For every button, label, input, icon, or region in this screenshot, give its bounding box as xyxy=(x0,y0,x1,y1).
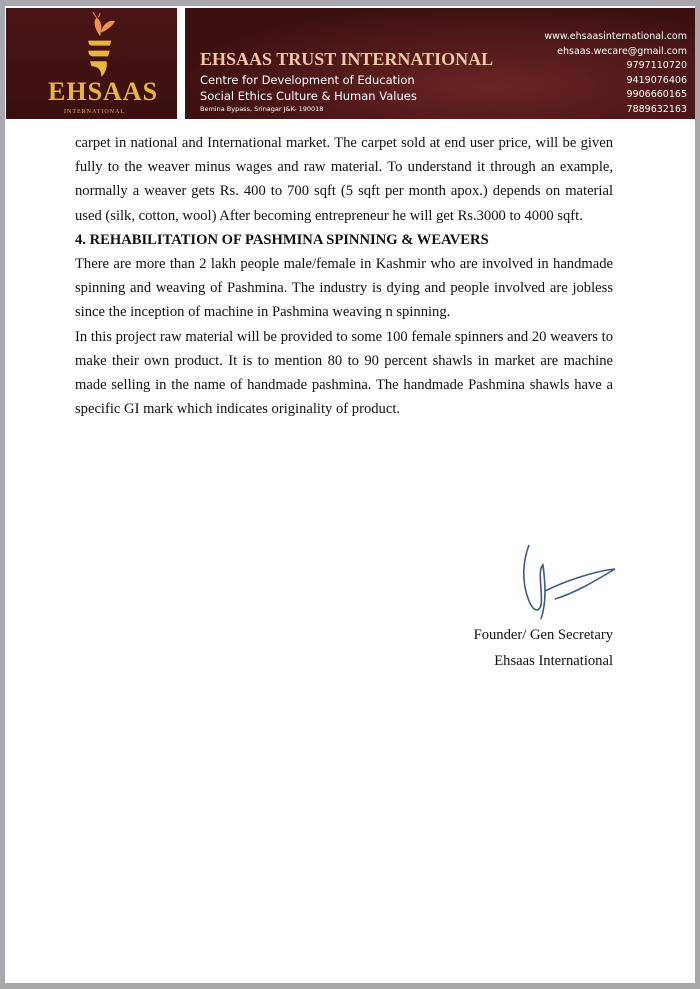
signoff-title: Founder/ Gen Secretary xyxy=(473,627,613,643)
contact-block xyxy=(544,30,687,117)
phone: 7889632163 xyxy=(626,103,687,115)
signoff-org: Ehsaas International xyxy=(494,653,613,669)
flame-emblem-icon xyxy=(82,39,116,77)
letterhead-band xyxy=(185,8,695,119)
phone: 9797110720 xyxy=(626,60,687,71)
paragraph: There are more than 2 lakh people male/female in Kashmir who are involved in handmade spinning and weaving of Pashmina. The industry is dying and people involved are jobless since the inception of machine in Pashmina weaving n spinning. xyxy=(75,256,613,321)
section-heading: 4. REHABILITATION OF PASHMINA SPINNING & WEAVERS xyxy=(75,231,489,248)
signature xyxy=(515,541,625,621)
document-page xyxy=(5,6,695,983)
org-name: EHSAAS TRUST INTERNATIONAL xyxy=(200,49,494,69)
phone: 9419076406 xyxy=(626,74,687,86)
website: www.ehsaasinternational.com xyxy=(544,31,687,42)
logo xyxy=(6,8,177,119)
logo-subtext: INTERNATIONAL xyxy=(64,109,125,115)
paragraph: In this project raw material will be provided to some 100 female spinners and 20 weavers to make their own product. It is to mention 80 to 90 percent shawls in market are machine made selling in the name of handmade pashmina. The handmade Pashmina shawls have a specific GI mark which indicates originality of product. xyxy=(75,328,613,418)
paragraph: carpet in national and International market. The carpet sold at end user price, will be given fully to the weaver minus wages and raw material. To understand it through an example, normally a weaver gets Rs. 400 to 700 sqft (5 sqft per month apox.) depends on material used (silk, cotton, wool) After becoming entrepreneur he will get Rs.3000 to 4000 sqft. xyxy=(75,135,613,224)
email: ehsaas.wecare@gmail.com xyxy=(557,45,687,57)
logo-text: EHSAAS xyxy=(48,77,159,106)
phone: 9906660165 xyxy=(626,89,687,100)
tagline: Centre for Development of Education xyxy=(200,73,415,87)
signoff xyxy=(474,622,613,674)
address: Bemina Bypass, Srinagar J&K- 190018 xyxy=(200,105,324,113)
tagline: Social Ethics Culture & Human Values xyxy=(200,89,417,103)
butterfly-icon xyxy=(88,12,118,40)
letter-body xyxy=(75,131,613,421)
